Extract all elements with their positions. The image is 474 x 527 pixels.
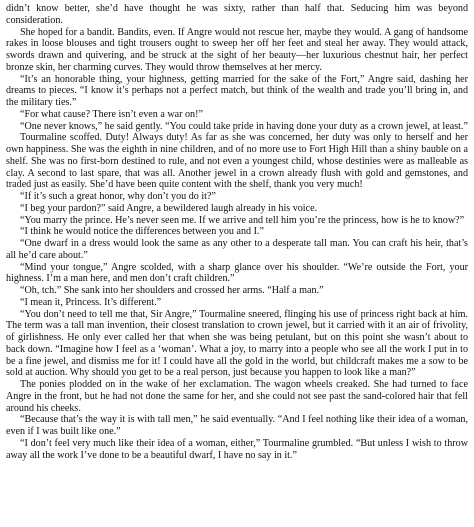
paragraph-11: “One dwarf in a dress would look the same as any other to a desperate tall man. You can craft his heir, that’s all he’d care about.” xyxy=(6,238,468,261)
paragraph-2: She hoped for a bandit. Bandits, even. If Angre would not rescue her, maybe they would. A gang of handsome rakes in loose blouses and tight trousers ought to sweep her off her feet and steal her away. They would attack, swords drawn and quivering, and be struck at the sight of her beauty—her luxurious chestnut hair, her perfect bronze skin, her charming curves. They would throw themselves at her mercy. xyxy=(6,26,468,73)
paragraph-10: “I think he would notice the differences between you and I.” xyxy=(20,226,264,238)
paragraph-6: Tourmaline scoffed. Duty! Always duty! As far as she was concerned, her duty was only to herself and her own happiness. She was the eighth in nine children, and of no more use to Fort High Hill than a shiny bauble on a shelf. She was no first-born destined to rule, and not even a youngest child, whose destinies were as malleable as clay. A second to last spare, that was all. Another jewel in a crown already flush with gold and gemstones, and traded just as easily. She’d have been quite content with the shelf, thank you very much! xyxy=(6,132,468,191)
paragraph-17: “Because that’s the way it is with tall men,” he said eventually. “And I feel nothing like their idea of a woman, even if I was built like one.” xyxy=(6,414,468,437)
paragraph-1: didn’t know better, she’d have thought he was sixty, rather than half that. Seducing him was beyond consideration. xyxy=(6,3,468,26)
paragraph-5: “One never knows,” he said gently. “You could take pride in having done your duty as a crown jewel, at least.” xyxy=(20,120,468,132)
paragraph-13: “Oh, tch.” She sank into her shoulders and crossed her arms. “Half a man.” xyxy=(20,285,324,296)
paragraph-9: “You marry the prince. He’s never seen me. If we arrive and tell him you’re the princess, how is he to know?” xyxy=(20,214,465,226)
paragraph-16: The ponies plodded on in the wake of her exclamation. The wagon wheels creaked. She had turned to face Angre in the front, but he had not done the same for her, and she could not see past the sand-colored hair that fell around his cheeks. xyxy=(6,379,468,414)
paragraph-3: “It’s an honorable thing, your highness, getting married for the sake of the Fort,” Angre said, dashing her dreams to pieces. “I know it’s perhaps not a perfect match, but think of the wealth and trade you’ll bring in, and the military ties.” xyxy=(6,73,468,108)
paragraph-4: “For what cause? There isn’t even a war on!” xyxy=(20,108,203,120)
paragraph-7: “If it’s such a great honor, why don’t you do it?” xyxy=(20,191,216,202)
paragraph-8: “I beg your pardon?” said Angre, a bewildered laugh already in his voice. xyxy=(20,202,318,214)
paragraph-12: “Mind your tongue,” Angre scolded, with a sharp glance over his shoulder. “We’re outside the Fort, your highness. I’m a man here, and men don’t craft children.” xyxy=(6,261,468,285)
paragraph-14: “I mean it, Princess. It’s different.” xyxy=(20,296,162,308)
paragraph-15: “You don’t need to tell me that, Sir Angre,” Tourmaline sneered, flinging his use of princess right back at him. The term was a tall man invention, their closest translation to crown jewel, but it carried with it an air of frivolity, of girlishness. He only ever called her that when she was being petulant, but on this point she wasn’t about to back down. “Imagine how I feel as a ‘woman’. What a joy, to marry into a people who see all the work I put in to be a fine jewel, and dismiss me for it! I could have all the gold in the world, but childcraft makes me a sow to be sold at auction. Why should you get to be a real person, just because you happen to look like a man?” xyxy=(6,308,468,379)
paragraph-18: “I don’t feel very much like their idea of a woman, either,” Tourmaline grumbled. “But unless I wish to throw away all the work I’ve done to be a beautiful dwarf, I have no say in it.” xyxy=(6,437,468,461)
